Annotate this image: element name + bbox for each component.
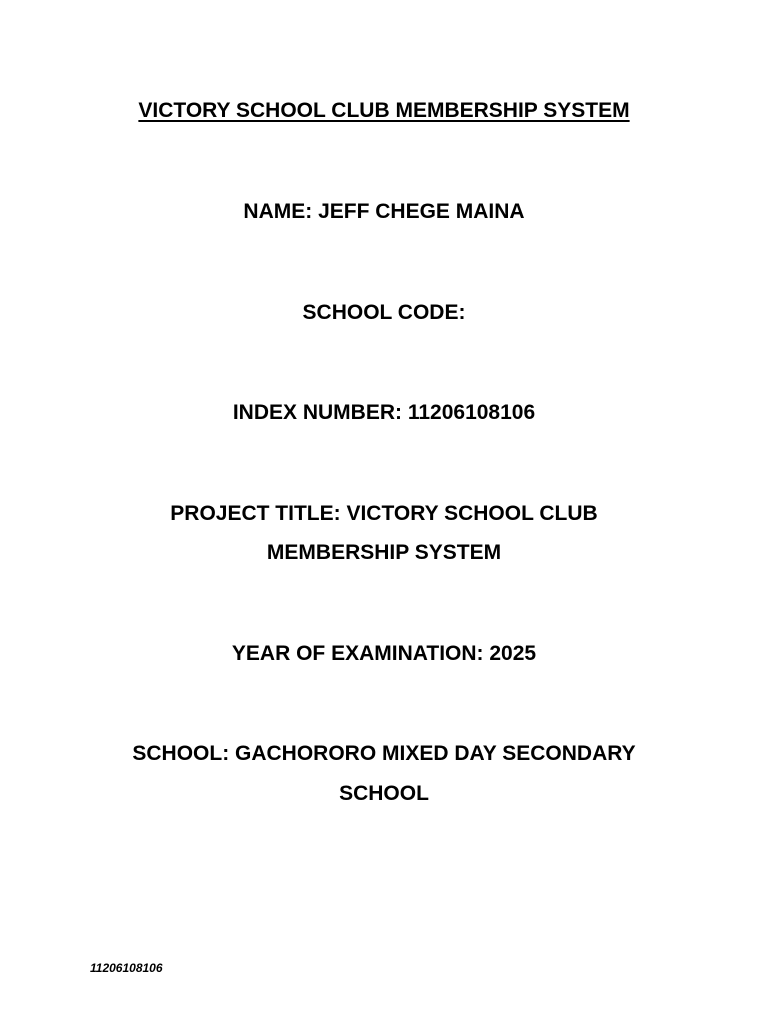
document-title (0, 91, 768, 131)
index-number: INDEX NUMBER: 11206108106 (232, 401, 536, 424)
project-title-line-2: MEMBERSHIP SYSTEM (266, 541, 502, 564)
year-of-examination: YEAR OF EXAMINATION: 2025 (231, 642, 537, 665)
student-name: NAME: JEFF CHEGE MAINA (243, 200, 525, 223)
school-name-line-2: SCHOOL (339, 782, 429, 805)
document-title-text: VICTORY SCHOOL CLUB MEMBERSHIP SYSTEM (138, 99, 630, 122)
project-title-line-1: PROJECT TITLE: VICTORY SCHOOL CLUB (170, 502, 598, 525)
school-code: SCHOOL CODE: (302, 301, 466, 324)
footer-index-number: 11206108106 (90, 961, 163, 975)
school-name-line-1: SCHOOL: GACHORORO MIXED DAY SECONDARY (132, 742, 636, 765)
